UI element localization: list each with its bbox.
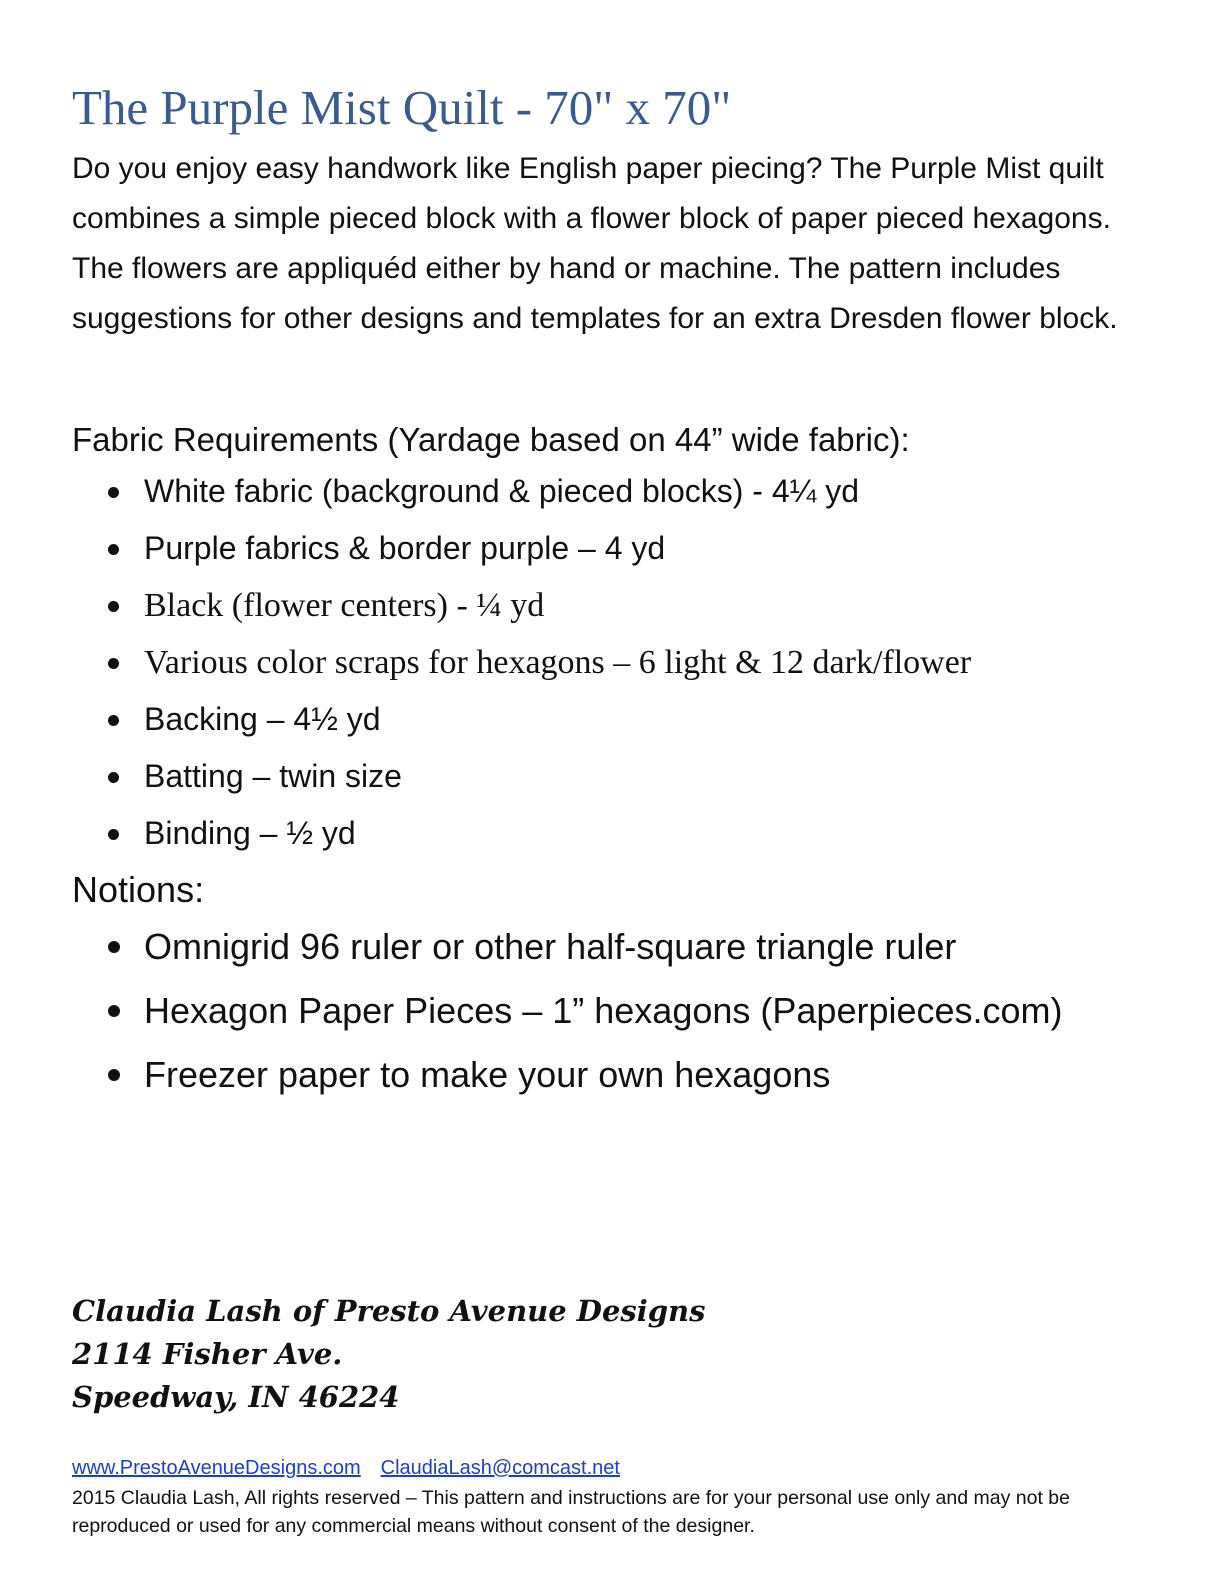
document-title: The Purple Mist Quilt - 70" x 70" [72,80,732,135]
notions-heading: Notions: [72,869,205,910]
bullet-icon [108,1069,120,1081]
bullet-icon [108,715,119,726]
bullet-icon [108,1005,120,1017]
list-item-text: Black (flower centers) - ¼ yd [144,587,545,624]
list-item [104,463,971,520]
website-link[interactable]: www.PrestoAvenueDesigns.com [72,1457,361,1479]
bullet-icon [108,601,119,612]
bullet-icon [108,772,119,783]
list-item [104,634,971,691]
list-item-text: Purple fabrics & border purple – 4 yd [144,530,666,566]
fabric-requirements-heading: Fabric Requirements (Yardage based on 44” wide fabric): [72,421,910,458]
list-item [104,915,1063,979]
designer-street: 2114 Fisher Ave. [72,1337,343,1371]
intro-paragraph: Do you enjoy easy handwork like English paper piecing? The Purple Mist quilt combines a simple pieced block with a flower block of paper pieced hexagons. The flowers are appliquéd either by hand or machine. The pattern includes suggestions for other designs and templates for an extra Dresden flower block. [72,152,1118,335]
list-item [104,691,971,748]
bullet-icon [108,487,119,498]
list-item [104,979,1063,1043]
list-item [104,1043,1063,1107]
list-item-text: Omnigrid 96 ruler or other half-square triangle ruler [144,926,957,967]
list-item [104,520,971,577]
list-item [104,748,971,805]
designer-name: Claudia Lash of Presto Avenue Designs [72,1294,706,1328]
list-item [104,805,971,862]
list-item-text: Backing – 4½ yd [144,701,381,737]
notions-list [104,915,1063,1107]
list-item [104,577,971,634]
bullet-icon [108,658,119,669]
bullet-icon [108,829,119,840]
list-item-text: Freezer paper to make your own hexagons [144,1054,831,1095]
list-item-text: Various color scraps for hexagons – 6 light & 12 dark/flower [144,644,972,681]
bullet-icon [108,544,119,555]
fabric-requirements-list [104,463,971,862]
list-item-text: Batting – twin size [144,758,402,794]
list-item-text: Hexagon Paper Pieces – 1” hexagons (Paperpieces.com) [144,990,1063,1031]
list-item-text: Binding – ½ yd [144,815,356,851]
footer-links [72,1455,620,1481]
designer-city: Speedway, IN 46224 [72,1380,400,1414]
email-link[interactable]: ClaudiaLash@comcast.net [380,1457,620,1479]
designer-signature-block [72,1290,705,1419]
list-item-text: White fabric (background & pieced blocks) - 4¼ yd [144,473,859,509]
copyright-notice: 2015 Claudia Lash, All rights reserved – This pattern and instructions are for your personal use only and may not be reproduced or used for any commercial means without consent of the designer. [72,1487,1070,1537]
bullet-icon [108,941,120,953]
